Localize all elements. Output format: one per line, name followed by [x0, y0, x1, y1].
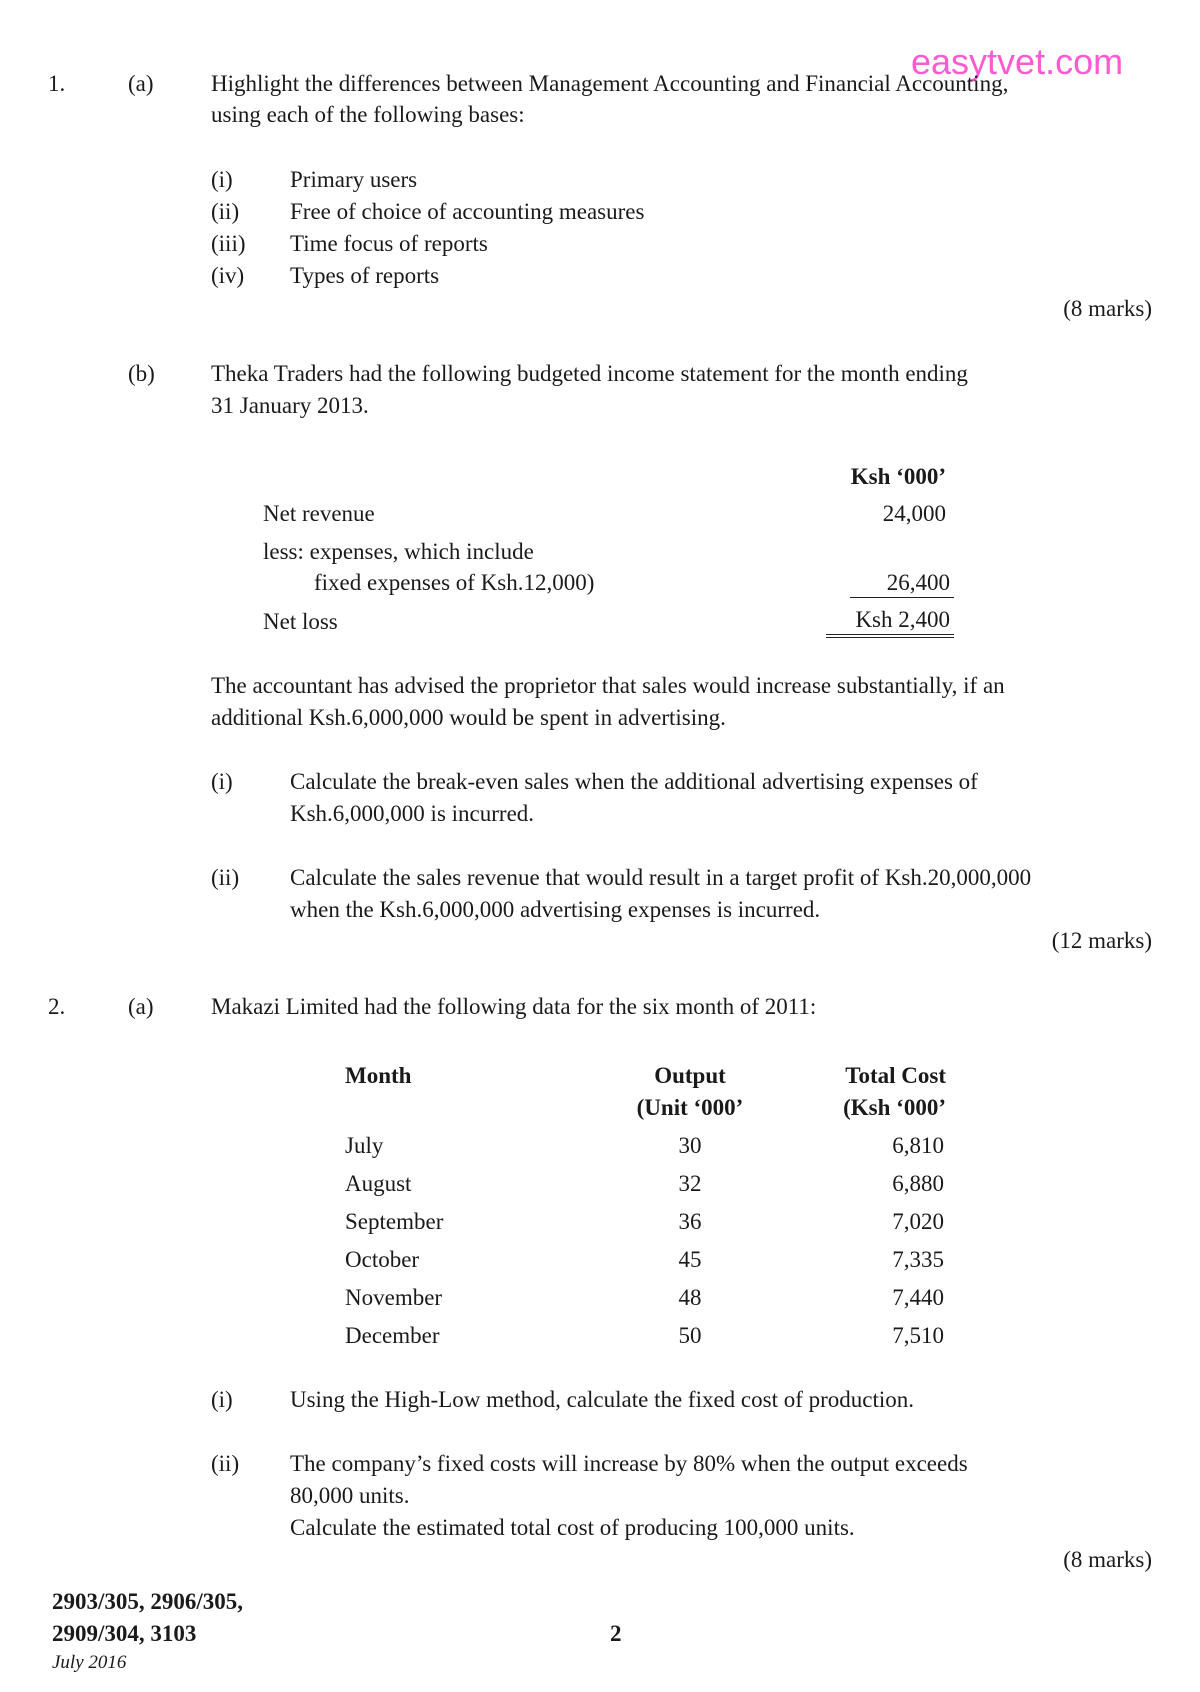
q1b-line1: Theka Traders had the following budgeted income statement for the month ending [211, 361, 968, 386]
q1b-item-line2: when the Ksh.6,000,000 advertising expenses is incurred. [290, 897, 821, 922]
q1a-line1: Highlight the differences between Management Accounting and Financial Accounting, [211, 71, 1009, 96]
table-header-output-unit: (Unit ‘000’ [636, 1095, 744, 1120]
table-header-cost-unit: (Ksh ‘000’ [843, 1095, 946, 1120]
q1b-item-line1: Calculate the break-even sales when the additional advertising expenses of [290, 769, 978, 794]
table-header-cost: Total Cost [845, 1063, 946, 1088]
statement-row-value: 24,000 [882, 501, 946, 526]
table-cell-cost: 7,335 [892, 1247, 944, 1272]
footer-code-line1: 2903/305, 2906/305, [52, 1589, 244, 1614]
q1a-item-text: Primary users [290, 167, 418, 192]
table-cell-month: July [345, 1133, 384, 1158]
table-cell-output: 45 [678, 1247, 702, 1272]
q1b-item-line2: Ksh.6,000,000 is incurred. [290, 801, 535, 826]
table-cell-cost: 6,880 [892, 1171, 944, 1196]
table-header-month: Month [345, 1063, 412, 1088]
table-cell-output: 48 [678, 1285, 702, 1310]
statement-row-label: Net loss [263, 609, 338, 634]
q2-number: 2. [48, 994, 66, 1019]
q2a-item-line2: 80,000 units. [290, 1483, 410, 1508]
q1a-line2: using each of the following bases: [211, 102, 525, 127]
q2a-item-line1: Using the High-Low method, calculate the fixed cost of production. [290, 1387, 915, 1412]
table-cell-cost: 7,020 [892, 1209, 944, 1234]
q1a-item-label: (i) [211, 167, 233, 192]
table-cell-month: December [345, 1323, 440, 1348]
q2a-item-line3: Calculate the estimated total cost of producing 100,000 units. [290, 1515, 855, 1540]
table-cell-cost: 7,440 [892, 1285, 944, 1310]
table-cell-output: 30 [678, 1133, 702, 1158]
q2a-item-label: (ii) [211, 1451, 240, 1476]
statement-row-label: less: expenses, which include [263, 539, 534, 564]
footer-date: July 2016 [52, 1652, 127, 1673]
q1b-item-label: (ii) [211, 865, 240, 890]
q1b-line2: 31 January 2013. [211, 393, 369, 418]
table-cell-output: 32 [678, 1171, 702, 1196]
q1-number: 1. [48, 71, 66, 96]
table-cell-month: November [345, 1285, 443, 1310]
q1a-item-text: Free of choice of accounting measures [290, 199, 645, 224]
table-cell-cost: 6,810 [892, 1133, 944, 1158]
statement-row-label: fixed expenses of Ksh.12,000) [314, 570, 595, 595]
q1a-item-label: (iv) [211, 263, 245, 288]
q1a-item-label: (ii) [211, 199, 240, 224]
q1a-item-label: (iii) [211, 231, 246, 256]
statement-row-value: 26,400 [850, 569, 954, 598]
table-cell-month: September [345, 1209, 444, 1234]
q2a-item-line1: The company’s fixed costs will increase by 80% when the output exceeds [290, 1451, 968, 1476]
q1b-label: (b) [128, 361, 155, 386]
q1a-label: (a) [128, 71, 154, 96]
q1b-para-line2: additional Ksh.6,000,000 would be spent in advertising. [211, 705, 726, 730]
q1b-marks: (12 marks) [1051, 928, 1152, 953]
statement-header: Ksh ‘000’ [850, 464, 946, 489]
page-number: 2 [610, 1621, 622, 1646]
q1b-para-line1: The accountant has advised the proprietor that sales would increase substantially, if an [211, 673, 1005, 698]
q1a-marks: (8 marks) [1063, 296, 1152, 321]
q2a-label: (a) [128, 994, 154, 1019]
table-cell-output: 50 [678, 1323, 702, 1348]
q2a-intro: Makazi Limited had the following data for the six month of 2011: [211, 994, 817, 1019]
q1b-item-line1: Calculate the sales revenue that would result in a target profit of Ksh.20,000,000 [290, 865, 1032, 890]
watermark-logo: easytvet.com [911, 41, 1124, 82]
table-cell-month: October [345, 1247, 420, 1272]
table-cell-cost: 7,510 [892, 1323, 944, 1348]
statement-row-label: Net revenue [263, 501, 375, 526]
q1a-item-text: Time focus of reports [290, 231, 488, 256]
table-cell-month: August [345, 1171, 412, 1196]
footer-code-line2: 2909/304, 3103 [52, 1621, 197, 1646]
statement-row-value: Ksh 2,400 [826, 606, 954, 638]
q2a-item-label: (i) [211, 1387, 233, 1412]
table-cell-output: 36 [678, 1209, 702, 1234]
q1a-item-text: Types of reports [290, 263, 440, 288]
q2a-marks: (8 marks) [1063, 1547, 1152, 1572]
q1b-item-label: (i) [211, 769, 233, 794]
table-header-output: Output [654, 1063, 726, 1088]
